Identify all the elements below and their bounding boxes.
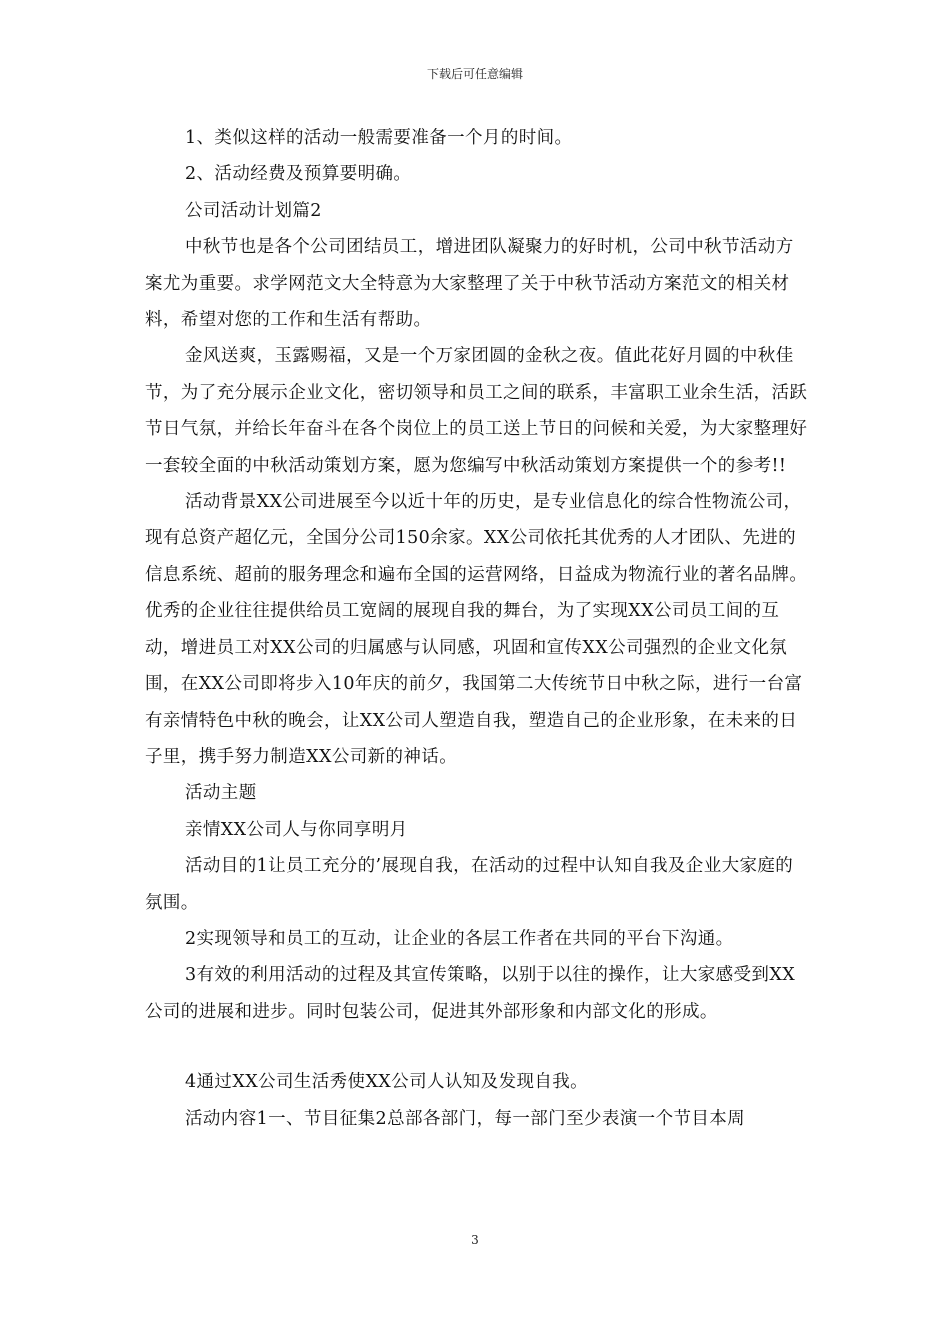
paragraph-purpose-1: 活动目的1让员工充分的’展现自我，在活动的过程中认知自我及企业大家庭的氛围。 [145, 856, 794, 913]
paragraph-background: 活动背景XX公司进展至今以近十年的历史，是专业信息化的综合性物流公司，现有总资产超亿元，全国分公司150余家。XX公司依托其优秀的人才团队、先进的信息系统、超前的服务理念和遍布全国的运营网络，日益成为物流行业的著名品牌。优秀的企业往往提供给员工宽阔的展现自我的舞台，为了实现XX公司员工间的互动，增进员工对XX公司的归属感与认同感，巩固和宣传XX公司强烈的企业文化氛围，在XX公司即将步入10年庆的前夕，我国第二大传统节日中秋之际，进行一台富有亲情特色中秋的晚会，让XX公司人塑造自我，塑造自己的企业形象，在未来的日子里，携手努力制造XX公司新的神话。 [145, 492, 808, 767]
paragraph-budget: 2、活动经费及预算要明确。 [185, 164, 412, 185]
page-number: 3 [471, 1233, 479, 1247]
paragraph-prep-time: 1、类似这样的活动一般需要准备一个月的时间。 [185, 128, 573, 148]
document-body [145, 120, 811, 1137]
paragraph-purpose-3: 3有效的利用活动的过程及其宣传策略，以别于以往的操作，让大家感受到XX公司的进展和进步。同时包装公司，促进其外部形象和内部文化的形成。 [145, 965, 796, 1022]
paragraph-purpose-4: 4通过XX公司生活秀使XX公司人认知及发现自我。 [185, 1072, 589, 1093]
section-title-plan-2: 公司活动计划篇2 [185, 200, 322, 221]
paragraph-mid-autumn: 金风送爽，玉露赐福，又是一个万家团圆的金秋之夜。值此花好月圆的中秋佳节，为了充分展示企业文化，密切领导和员工之间的联系，丰富职工业余生活，活跃节日气氛，并给长年奋斗在各个岗位上的员工送上节日的问候和关爱，为大家整理好一套较全面的中秋活动策划方案，愿为您编写中秋活动策划方案提供一个的参考!! [145, 346, 808, 476]
page-header: 下载后可任意编辑 [426, 67, 523, 81]
paragraph-purpose-2: 2实现领导和员工的互动，让企业的各层工作者在共同的平台下沟通。 [185, 928, 734, 949]
heading-theme: 活动主题 [185, 783, 257, 804]
paragraph-theme: 亲情XX公司人与你同享明月 [185, 819, 408, 840]
paragraph-content: 活动内容1一、节目征集2总部各部门，每一部门至少表演一个节目本周 [185, 1108, 746, 1129]
paragraph-intro: 中秋节也是各个公司团结员工，增进团队凝聚力的好时机，公司中秋节活动方案尤为重要。求学网范文大全特意为大家整理了关于中秋节活动方案范文的相关材料，希望对您的工作和生活有帮助。 [145, 237, 794, 331]
